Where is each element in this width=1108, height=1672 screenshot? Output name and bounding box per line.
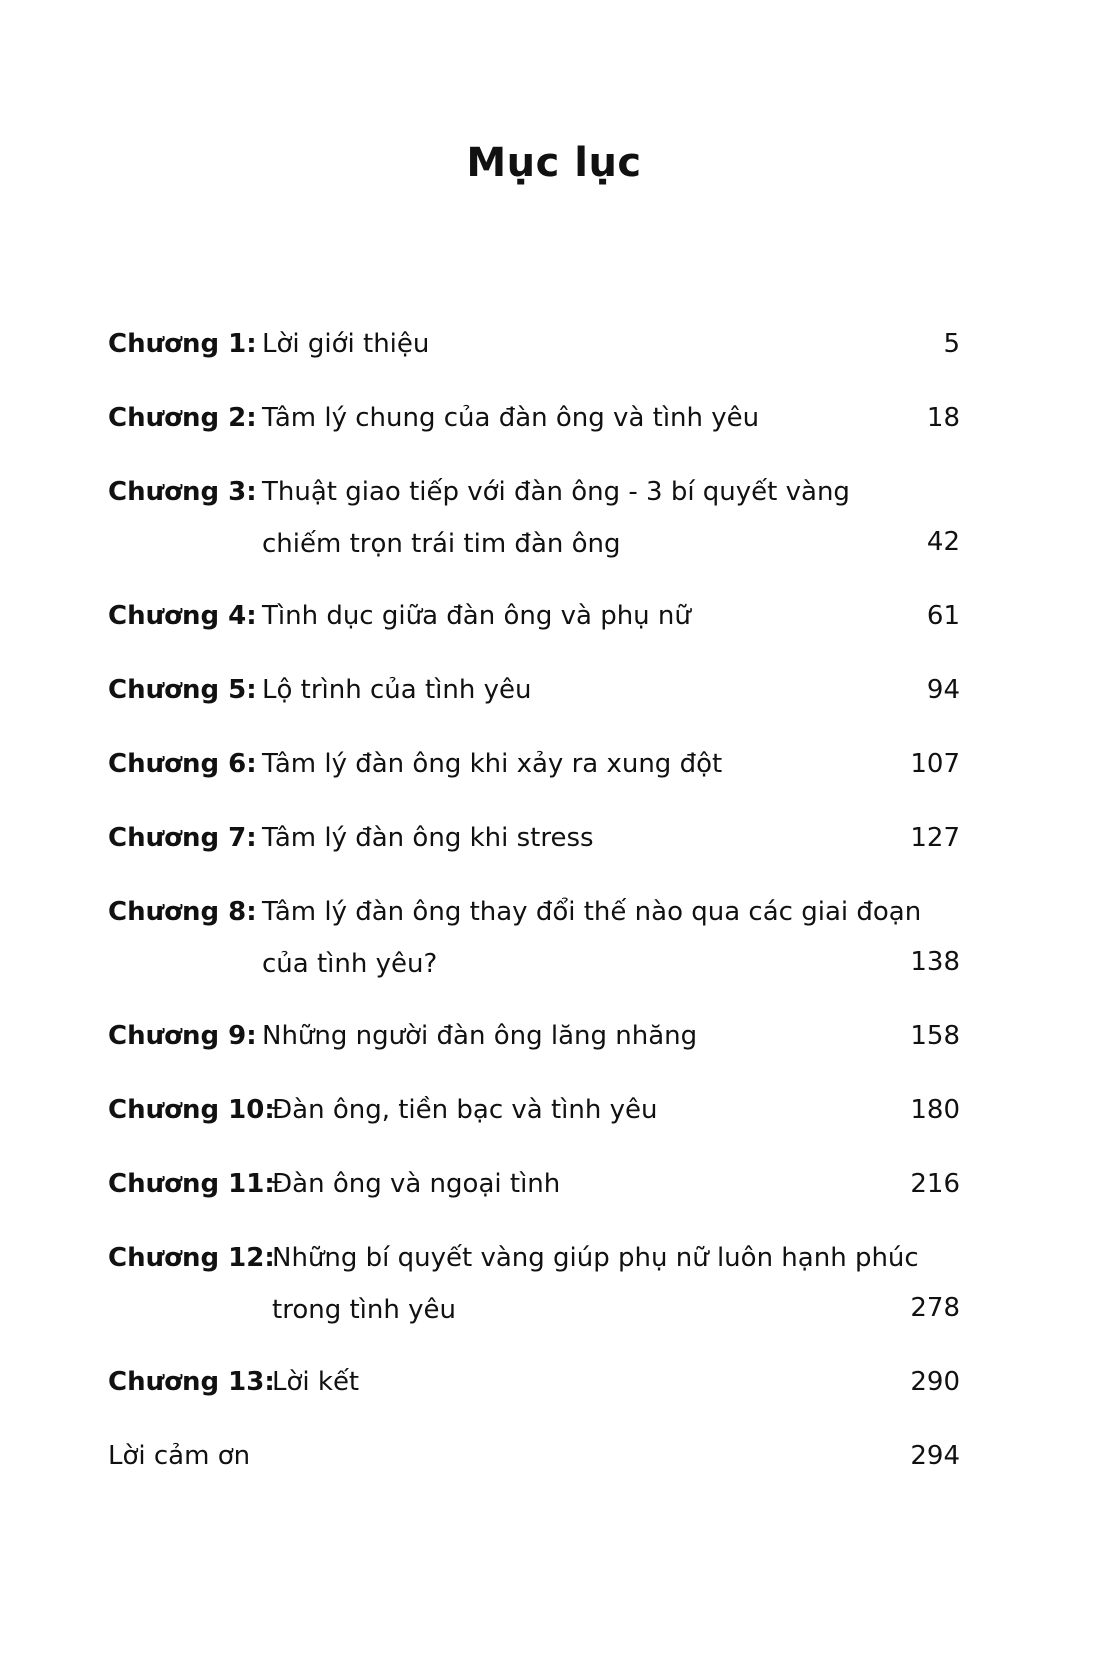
page-number: 5 <box>943 329 960 359</box>
toc-entry <box>108 1356 960 1430</box>
toc-entry <box>108 392 960 466</box>
chapter-label: Chương 6: <box>108 749 257 779</box>
chapter-label: Chương 4: <box>108 601 257 631</box>
table-of-contents <box>108 318 960 1504</box>
page-number: 216 <box>910 1169 960 1199</box>
page-number: 294 <box>910 1441 960 1471</box>
chapter-title: Lời kết <box>272 1367 360 1397</box>
toc-entry <box>108 466 960 590</box>
page-number: 138 <box>910 947 960 977</box>
toc-entry <box>108 812 960 886</box>
chapter-title: Tâm lý đàn ông khi stress <box>262 823 594 853</box>
chapter-label: Chương 13: <box>108 1367 275 1397</box>
page-title: Mục lục <box>466 140 642 186</box>
acknowledgement-title: Lời cảm ơn <box>108 1441 251 1471</box>
chapter-label: Chương 8: <box>108 897 257 927</box>
chapter-title: Đàn ông, tiền bạc và tình yêu <box>272 1095 658 1125</box>
page-number: 180 <box>910 1095 960 1125</box>
page-number: 107 <box>910 749 960 779</box>
page-number: 127 <box>910 823 960 853</box>
chapter-title: Lộ trình của tình yêu <box>262 675 532 705</box>
toc-entry <box>108 1010 960 1084</box>
chapter-title: Tâm lý đàn ông thay đổi thế nào qua các giai đoạn của tình yêu? <box>262 897 922 979</box>
page-number: 278 <box>910 1293 960 1323</box>
toc-entry <box>108 738 960 812</box>
chapter-label: Chương 3: <box>108 477 257 507</box>
chapter-title: Những người đàn ông lăng nhăng <box>262 1021 698 1051</box>
chapter-label: Chương 12: <box>108 1243 275 1273</box>
toc-entry <box>108 664 960 738</box>
chapter-label: Chương 11: <box>108 1169 275 1199</box>
chapter-title: Những bí quyết vàng giúp phụ nữ luôn hạnh phúc trong tình yêu <box>272 1243 919 1325</box>
page-number: 158 <box>910 1021 960 1051</box>
chapter-label: Chương 7: <box>108 823 257 853</box>
toc-entry <box>108 886 960 1010</box>
chapter-title: Tâm lý đàn ông khi xảy ra xung đột <box>262 749 723 779</box>
chapter-label: Chương 2: <box>108 403 257 433</box>
toc-entry <box>108 1084 960 1158</box>
toc-entry-acknowledgement <box>108 1430 960 1504</box>
page-number: 18 <box>926 403 960 433</box>
chapter-label: Chương 10: <box>108 1095 275 1125</box>
toc-entry <box>108 1158 960 1232</box>
toc-entry <box>108 590 960 664</box>
toc-entry <box>108 1232 960 1356</box>
chapter-title: Tình dục giữa đàn ông và phụ nữ <box>262 601 691 631</box>
chapter-label: Chương 1: <box>108 329 257 359</box>
toc-entry <box>108 318 960 392</box>
chapter-title: Thuật giao tiếp với đàn ông - 3 bí quyết vàng chiếm trọn trái tim đàn ông <box>262 477 850 559</box>
chapter-title: Tâm lý chung của đàn ông và tình yêu <box>262 403 760 433</box>
page-number: 42 <box>926 527 960 557</box>
chapter-label: Chương 9: <box>108 1021 257 1051</box>
page-number: 94 <box>926 675 960 705</box>
chapter-title: Lời giới thiệu <box>262 329 430 359</box>
chapter-label: Chương 5: <box>108 675 257 705</box>
page-number: 61 <box>926 601 960 631</box>
chapter-title: Đàn ông và ngoại tình <box>272 1169 561 1199</box>
page-number: 290 <box>910 1367 960 1397</box>
